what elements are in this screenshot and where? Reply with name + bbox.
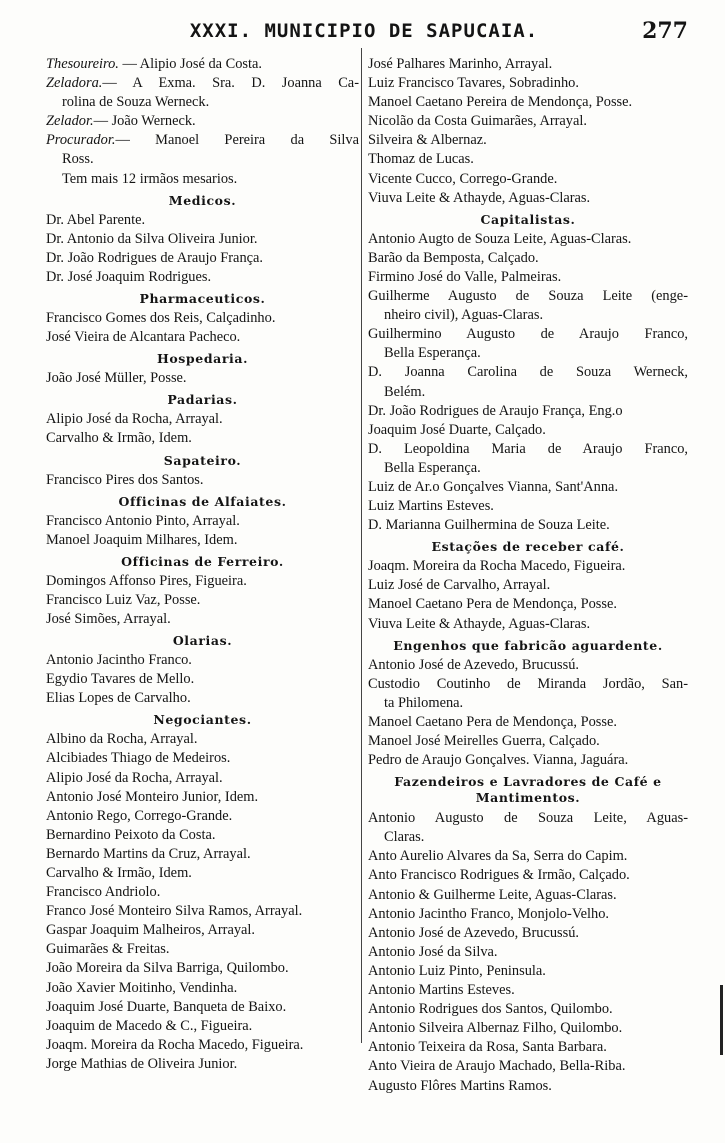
list-item: Bella Esperança. <box>384 345 481 362</box>
list-item: João Moreira da Silva Barriga, Quilombo. <box>46 960 289 977</box>
page-number: 277 <box>642 18 688 44</box>
list-item: Claras. <box>384 829 425 846</box>
capitalistas-list <box>368 230 688 536</box>
right-column <box>368 55 688 1096</box>
section-heading-hospedaria: Hospedaria. <box>156 351 249 367</box>
officer-role: Thesoureiro. <box>46 56 119 72</box>
list-item: Francisco Luiz Vaz, Posse. <box>46 591 201 608</box>
list-item: Joaqm. Moreira da Rocha Macedo, Figueira. <box>368 558 626 575</box>
officer-name: — Manoel Pereira da Silva <box>115 132 359 149</box>
section-heading-engenhos: Engenhos que fabricão aguardente. <box>393 637 663 653</box>
officer-entry <box>46 150 359 169</box>
list-item: Carvalho & Irmão, Idem. <box>46 865 192 881</box>
page-title: XXXI. MUNICIPIO DE SAPUCAIA. <box>189 20 539 42</box>
list-item: Francisco Pires dos Santos. <box>46 471 204 488</box>
list-item: Joaquim de Macedo & C., Figueira. <box>46 1017 253 1034</box>
list-item: Alipio José da Rocha, Arrayal. <box>46 411 223 428</box>
list-item: Manoel Caetano Pereira de Mendonça, Posse. <box>368 94 633 111</box>
officer-entry <box>46 55 359 74</box>
list-item: Luiz José de Carvalho, Arrayal. <box>368 577 551 594</box>
section-heading-ferreiro: Officinas de Ferreiro. <box>121 553 284 569</box>
section-heading-fazendeiros-line2: Mantimentos. <box>475 790 581 806</box>
list-item: Joaquim José Duarte, Banqueta de Baixo. <box>46 998 287 1015</box>
list-item: Luiz Martins Esteves. <box>368 498 494 515</box>
list-item: Carvalho & Irmão, Idem. <box>46 430 192 447</box>
list-item: Antonio José Monteiro Junior, Idem. <box>46 788 259 805</box>
list-item: Dr. Antonio da Silva Oliveira Junior. <box>46 230 258 247</box>
list-item: Francisco Gomes dos Reis, Calçadinho. <box>46 310 276 327</box>
officer-role: Procurador. <box>46 132 116 149</box>
list-item: Pedro de Araujo Gonçalves. Vianna, Jaguára. <box>368 752 629 769</box>
list-item: Jorge Mathias de Oliveira Junior. <box>46 1055 238 1072</box>
list-item: Antonio Teixeira da Rosa, Santa Barbara. <box>368 1039 607 1056</box>
list-item: Luiz de Ar.o Gonçalves Vianna, Sant'Anna. <box>368 478 619 495</box>
list-item: Guilhermino Augusto de Araujo Franco, <box>368 326 688 343</box>
list-item: Antonio Augusto de Souza Leite, Aguas- <box>368 810 688 827</box>
list-item: Guimarães & Freitas. <box>46 941 170 958</box>
list-item: Domingos Affonso Pires, Figueira. <box>46 572 247 589</box>
list-item: Barão da Bemposta, Calçado. <box>368 249 539 266</box>
list-item: Guilherme Augusto de Souza Leite (enge- <box>368 288 688 305</box>
list-item: João José Müller, Posse. <box>46 370 187 387</box>
list-item: Joaqm. Moreira da Rocha Macedo, Figueira. <box>46 1036 304 1053</box>
list-item: Antonio Jacintho Franco. <box>46 652 192 669</box>
list-item: Manoel Joaquim Milhares, Idem. <box>46 531 238 548</box>
column-divider <box>361 48 362 1043</box>
list-item: Viuva Leite & Athayde, Aguas-Claras. <box>368 189 591 206</box>
officer-entry <box>46 93 359 112</box>
list-item: Egydio Tavares de Mello. <box>46 671 195 688</box>
list-item: Elias Lopes de Carvalho. <box>46 690 191 707</box>
section-heading-capitalistas: Capitalistas. <box>480 211 576 227</box>
officer-name: — Alipio José da Costa. <box>118 56 262 72</box>
officer-entry <box>46 74 359 93</box>
list-item: Antonio Jacintho Franco, Monjolo-Velho. <box>368 905 610 922</box>
list-item: João Xavier Moitinho, Vendinha. <box>46 979 238 996</box>
section-heading-padarias: Padarias. <box>167 392 238 408</box>
list-item: Anto Aurelio Alvares da Sa, Serra do Capim. <box>368 848 628 865</box>
section-heading-fazendeiros-line1: Fazendeiros e Lavradores de Café e <box>394 774 662 790</box>
left-column <box>46 55 359 1074</box>
section-heading-negociantes: Negociantes. <box>153 712 252 728</box>
list-item: José Simões, Arrayal. <box>46 610 171 627</box>
olarias-list <box>46 651 359 708</box>
officer-name: — João Werneck. <box>93 113 196 130</box>
list-item: Antonio & Guilherme Leite, Aguas-Claras. <box>368 886 617 903</box>
list-item: José Palhares Marinho, Arrayal. <box>368 56 553 72</box>
officer-name: Ross. <box>62 151 94 168</box>
list-item: Joaquim José Duarte, Calçado. <box>368 421 546 438</box>
medicos-list <box>46 211 359 287</box>
list-item: Albino da Rocha, Arrayal. <box>46 731 198 748</box>
officer-entry <box>46 112 359 131</box>
list-item: Bernardino Peixoto da Costa. <box>46 826 216 843</box>
list-item: Anto Francisco Rodrigues & Irmão, Calçado. <box>368 867 630 884</box>
list-item: Manoel Caetano Pera de Mendonça, Posse. <box>368 713 617 730</box>
list-item: Francisco Andriolo. <box>46 884 161 901</box>
list-item: Antonio José da Silva. <box>368 943 498 960</box>
list-item: Antonio José de Azevedo, Brucussú. <box>368 924 580 941</box>
list-item: Custodio Coutinho de Miranda Jordão, San- <box>368 675 688 692</box>
list-item: Silveira & Albernaz. <box>368 132 487 149</box>
list-item: José Vieira de Alcantara Pacheco. <box>46 329 241 346</box>
list-item: Firmino José do Valle, Palmeiras. <box>368 268 562 285</box>
list-item: Viuva Leite & Athayde, Aguas-Claras. <box>368 615 591 632</box>
negociantes-continued-list <box>368 55 688 208</box>
list-item: Manoel José Meirelles Guerra, Calçado. <box>368 733 600 749</box>
list-item: Antonio José de Azevedo, Brucussú. <box>368 656 580 673</box>
list-item: Luiz Francisco Tavares, Sobradinho. <box>368 75 579 92</box>
list-item: D. Marianna Guilhermina de Souza Leite. <box>368 517 610 534</box>
list-item: Dr. Abel Parente. <box>46 211 146 228</box>
list-item: Dr. José Joaquim Rodrigues. <box>46 268 212 285</box>
list-item: D. Leopoldina Maria de Araujo Franco, <box>368 440 688 457</box>
list-item: Thomaz de Lucas. <box>368 151 474 168</box>
list-item: ta Philomena. <box>384 694 464 711</box>
section-heading-sapateiro: Sapateiro. <box>163 452 242 468</box>
section-heading-cafe: Estações de receber café. <box>431 539 625 555</box>
list-item: Dr. João Rodrigues de Araujo França. <box>46 249 264 266</box>
officer-entry <box>46 170 359 189</box>
list-item: Antonio Silveira Albernaz Filho, Quilombo. <box>368 1020 623 1037</box>
page-header <box>40 18 688 48</box>
list-item: Antonio Rego, Corrego-Grande. <box>46 807 233 824</box>
section-heading-fazendeiros <box>368 774 688 806</box>
officer-name: Tem mais 12 irmãos mesarios. <box>62 170 238 187</box>
list-item: Anto Vieira de Araujo Machado, Bella-Riba. <box>368 1058 626 1075</box>
sapateiro-list <box>46 471 359 490</box>
pharmaceuticos-list <box>46 309 359 347</box>
cafe-stations-list <box>368 557 688 633</box>
ferreiro-list <box>46 572 359 629</box>
list-item: Antonio Augto de Souza Leite, Aguas-Claras. <box>368 230 632 247</box>
list-item: Alcibiades Thiago de Medeiros. <box>46 750 231 767</box>
officers-list <box>46 55 359 189</box>
list-item: Vicente Cucco, Corrego-Grande. <box>368 170 558 187</box>
padarias-list <box>46 410 359 448</box>
officer-entry <box>46 131 359 150</box>
officer-role: Zeladora. <box>46 75 103 92</box>
section-heading-pharmaceuticos: Pharmaceuticos. <box>139 291 266 307</box>
list-item: Belém. <box>384 383 426 400</box>
hospedaria-list <box>46 369 359 388</box>
list-item: nheiro civil), Aguas-Claras. <box>384 307 544 324</box>
list-item: Bella Esperança. <box>384 459 481 476</box>
engenhos-list <box>368 656 688 771</box>
alfaiates-list <box>46 512 359 550</box>
section-heading-olarias: Olarias. <box>172 633 233 649</box>
list-item: Franco José Monteiro Silva Ramos, Arrayal. <box>46 903 303 920</box>
negociantes-list <box>46 730 359 1074</box>
list-item: Bernardo Martins da Cruz, Arrayal. <box>46 845 251 862</box>
list-item: Antonio Martins Esteves. <box>368 982 515 999</box>
fazendeiros-list <box>368 809 688 1095</box>
list-item: D. Joanna Carolina de Souza Werneck, <box>368 364 688 381</box>
list-item: Francisco Antonio Pinto, Arrayal. <box>46 512 240 529</box>
officer-name: rolina de Souza Werneck. <box>62 94 210 111</box>
officer-role: Zelador. <box>46 113 94 130</box>
section-heading-medicos: Medicos. <box>168 192 237 208</box>
list-item: Dr. João Rodrigues de Araujo França, Eng.o <box>368 402 623 419</box>
officer-name: — A Exma. Sra. D. Joanna Ca- <box>102 75 359 92</box>
list-item: Gaspar Joaquim Malheiros, Arrayal. <box>46 922 256 939</box>
section-heading-alfaiates: Officinas de Alfaiates. <box>118 493 287 509</box>
list-item: Antonio Luiz Pinto, Peninsula. <box>368 962 546 979</box>
list-item: Manoel Caetano Pera de Mendonça, Posse. <box>368 596 617 613</box>
list-item: Antonio Rodrigues dos Santos, Quilombo. <box>368 1001 613 1018</box>
list-item: Alipio José da Rocha, Arrayal. <box>46 769 223 786</box>
page-edge-mark <box>720 985 723 1055</box>
list-item: Augusto Flôres Martins Ramos. <box>368 1077 552 1094</box>
list-item: Nicolão da Costa Guimarães, Arrayal. <box>368 113 587 130</box>
